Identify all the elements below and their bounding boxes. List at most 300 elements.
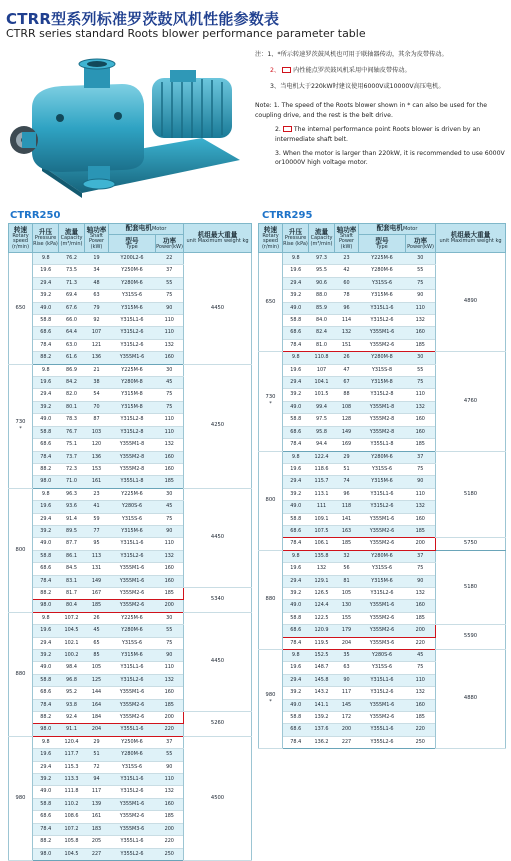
motor-power-cell: 45 — [156, 377, 184, 389]
pressure-cell: 58.8 — [33, 550, 59, 562]
capacity-cell: 91.4 — [59, 513, 85, 525]
shaft-power-cell: 108 — [335, 401, 359, 413]
capacity-cell: 95.2 — [59, 687, 85, 699]
motor-power-cell: 160 — [156, 463, 184, 475]
shaft-power-cell: 54 — [85, 389, 109, 401]
capacity-cell: 135.8 — [309, 550, 335, 562]
capacity-cell: 107 — [309, 364, 335, 376]
capacity-cell: 107.2 — [59, 612, 85, 624]
motor-model-cell: Y280M-8 — [109, 377, 156, 389]
weight-cell: 4450 — [184, 253, 252, 365]
red-box-icon — [282, 67, 291, 73]
motor-model-cell: Y315M-6 — [109, 650, 156, 662]
motor-power-cell: 160 — [406, 414, 436, 426]
shaft-power-cell: 161 — [85, 476, 109, 488]
note-text: *所示转速罗茨鼓风机也可用于联轴器传动，其余为皮带传动。 — [277, 51, 448, 58]
motor-model-cell: Y315L1-6 — [109, 774, 156, 786]
motor-power-cell: 200 — [406, 625, 436, 637]
shaft-power-cell: 72 — [85, 761, 109, 773]
motor-power-cell: 90 — [406, 575, 436, 587]
pressure-cell: 78.4 — [283, 637, 309, 649]
note-num: 1. — [273, 102, 280, 110]
pressure-cell: 68.6 — [283, 625, 309, 637]
header-cn: 机组最大重量 — [197, 231, 238, 240]
table-row — [259, 650, 506, 662]
shaft-power-cell: 145 — [335, 699, 359, 711]
weight-cell: 4250 — [184, 364, 252, 488]
motor-model-cell: Y315M-8 — [109, 401, 156, 413]
header-en: Type — [126, 243, 138, 250]
capacity-cell: 94.4 — [309, 439, 335, 451]
header-cn: 流量 — [64, 228, 79, 237]
motor-power-cell: 160 — [156, 687, 184, 699]
motor-model-cell: Y315M-6 — [109, 302, 156, 314]
motor-model-cell: Y355M1-6 — [109, 575, 156, 587]
shaft-power-cell: 79 — [85, 302, 109, 314]
capacity-cell: 80.4 — [59, 600, 85, 612]
header-row — [9, 224, 252, 235]
motor-power-cell: 110 — [156, 662, 184, 674]
motor-power-cell: 110 — [156, 538, 184, 550]
motor-power-cell: 185 — [406, 612, 436, 624]
header-en: Power(kW) — [156, 243, 183, 250]
shaft-power-cell: 227 — [335, 736, 359, 748]
motor-model-cell: Y315L2-6 — [109, 339, 156, 351]
capacity-cell: 115.7 — [309, 476, 335, 488]
motor-model-cell: Y355M1-8 — [359, 401, 406, 413]
roots-blower-image — [2, 48, 252, 198]
capacity-cell: 137.6 — [309, 724, 335, 736]
shaft-power-cell: 70 — [85, 401, 109, 413]
capacity-cell: 100.2 — [59, 650, 85, 662]
weight-cell: 4880 — [436, 650, 506, 749]
pressure-cell: 29.4 — [283, 575, 309, 587]
motor-power-cell: 30 — [156, 488, 184, 500]
pressure-cell: 88.2 — [33, 836, 59, 848]
pressure-cell: 29.4 — [283, 674, 309, 686]
motor-power-cell: 160 — [406, 513, 436, 525]
motor-power-cell: 55 — [156, 625, 184, 637]
shaft-power-cell: 59 — [85, 513, 109, 525]
motor-model-cell: Y355M2-8 — [359, 414, 406, 426]
header-pressure — [33, 224, 59, 253]
motor-power-cell: 185 — [156, 476, 184, 488]
capacity-cell: 143.2 — [309, 687, 335, 699]
weight-cell: 5750 — [436, 538, 506, 550]
header-cn: 转速 — [263, 225, 278, 234]
shaft-power-cell: 90 — [335, 674, 359, 686]
motor-model-cell: Y355M2-6 — [359, 625, 406, 637]
motor-model-cell: Y315L2-8 — [109, 426, 156, 438]
pressure-cell: 68.6 — [33, 327, 59, 339]
capacity-cell: 84.0 — [309, 315, 335, 327]
motor-model-cell: Y315M-6 — [109, 525, 156, 537]
red-box-icon — [283, 126, 292, 132]
shaft-power-cell: 121 — [85, 339, 109, 351]
motor-model-cell: Y315L2-6 — [109, 550, 156, 562]
capacity-cell: 87.7 — [59, 538, 85, 550]
speed-value: 730 — [265, 394, 276, 401]
motor-model-cell: Y280M-6 — [109, 277, 156, 289]
pressure-cell: 68.6 — [283, 426, 309, 438]
shaft-power-cell: 51 — [335, 463, 359, 475]
pressure-cell: 78.4 — [283, 538, 309, 550]
motor-power-cell: 160 — [156, 798, 184, 810]
motor-model-cell: Y315S-8 — [359, 364, 406, 376]
capacity-cell: 66.0 — [59, 315, 85, 327]
header-en: Capacity (m³/min) — [310, 235, 333, 247]
motor-model-cell: Y315L2-6 — [359, 687, 406, 699]
shaft-power-cell: 131 — [85, 563, 109, 575]
header-weight — [184, 224, 252, 253]
motor-model-cell: Y315L2-6 — [359, 587, 406, 599]
pressure-cell: 49.0 — [33, 302, 59, 314]
shaft-power-cell: 78 — [335, 290, 359, 302]
motor-model-cell: Y355M1-8 — [109, 439, 156, 451]
motor-model-cell: Y315L1-6 — [109, 662, 156, 674]
table-row — [9, 253, 252, 265]
pressure-cell: 68.6 — [33, 439, 59, 451]
motor-power-cell: 55 — [406, 265, 436, 277]
notes-en-lead: Note: — [255, 102, 272, 110]
motor-model-cell: Y355M1-6 — [359, 600, 406, 612]
motor-power-cell: 185 — [406, 439, 436, 451]
star-mark: * — [19, 426, 22, 433]
motor-model-cell: Y315S-6 — [359, 563, 406, 575]
speed-cell — [259, 550, 283, 649]
header-shaft-power — [85, 224, 109, 253]
capacity-cell: 120.4 — [59, 736, 85, 748]
motor-model-cell: Y355M2-8 — [109, 463, 156, 475]
table-ctrr250 — [8, 223, 252, 861]
star-mark: * — [269, 699, 272, 706]
header-cn: 转速 — [13, 225, 28, 234]
motor-model-cell: Y355L1-6 — [359, 724, 406, 736]
capacity-cell: 63.0 — [59, 339, 85, 351]
shaft-power-cell: 32 — [335, 550, 359, 562]
motor-model-cell: Y200L2-6 — [109, 253, 156, 265]
note-text: When the motor is larger than 220kW, it is recommended to use 6000V or10000V high voltage motor. — [275, 149, 505, 167]
capacity-cell: 82.4 — [309, 327, 335, 339]
motor-power-cell: 75 — [156, 290, 184, 302]
motor-power-cell: 45 — [156, 501, 184, 513]
motor-power-cell: 220 — [156, 836, 184, 848]
shaft-power-cell: 183 — [85, 823, 109, 835]
capacity-cell: 119.5 — [309, 637, 335, 649]
motor-model-cell: Y355M2-8 — [109, 451, 156, 463]
note-num: 2. — [275, 125, 281, 133]
motor-model-cell: Y315S-6 — [109, 637, 156, 649]
capacity-cell: 82.0 — [59, 389, 85, 401]
motor-power-cell: 90 — [406, 476, 436, 488]
weight-cell: 4450 — [184, 612, 252, 711]
pressure-cell: 49.0 — [283, 302, 309, 314]
header-speed — [9, 224, 33, 253]
motor-power-cell: 200 — [156, 600, 184, 612]
capacity-cell: 64.4 — [59, 327, 85, 339]
motor-model-cell: Y355L1-8 — [109, 476, 156, 488]
pressure-cell: 78.4 — [33, 339, 59, 351]
header-cn: 型号 — [375, 236, 389, 245]
note-num: 2、 — [270, 66, 281, 74]
note-en-3 — [255, 149, 507, 169]
capacity-cell: 89.5 — [59, 525, 85, 537]
motor-power-cell: 250 — [156, 848, 184, 860]
note-num: 3. — [275, 149, 281, 157]
section-title-ctrr295: CTRR295 — [262, 210, 313, 221]
pressure-cell: 19.6 — [283, 364, 309, 376]
pressure-cell: 29.4 — [33, 761, 59, 773]
motor-model-cell: Y315L1-6 — [109, 315, 156, 327]
shaft-power-cell: 163 — [335, 525, 359, 537]
note-cn-2 — [255, 66, 507, 76]
shaft-power-cell: 26 — [335, 352, 359, 364]
pressure-cell: 39.2 — [283, 488, 309, 500]
note-text: 内性能点罗茨鼓风机采用中间轴皮带传动。 — [293, 66, 411, 74]
motor-power-cell: 75 — [406, 463, 436, 475]
shaft-power-cell: 185 — [335, 538, 359, 550]
motor-model-cell: Y355M2-6 — [359, 612, 406, 624]
motor-model-cell: Y280M-8 — [359, 352, 406, 364]
pressure-cell: 19.6 — [33, 377, 59, 389]
capacity-cell: 104.5 — [59, 848, 85, 860]
motor-model-cell: Y355M1-6 — [359, 327, 406, 339]
motor-power-cell: 132 — [156, 550, 184, 562]
shaft-power-cell: 118 — [335, 501, 359, 513]
weight-cell: 4760 — [436, 352, 506, 451]
motor-model-cell: Y315M-8 — [109, 389, 156, 401]
header-en: Shaft Power (kW) — [338, 232, 355, 250]
pressure-cell: 78.4 — [283, 439, 309, 451]
shaft-power-cell: 45 — [85, 625, 109, 637]
shaft-power-cell: 56 — [335, 563, 359, 575]
note-text: The speed of the Roots blower shown in * can also be used for the coupling drive, and the rest is the belt drive. — [255, 102, 488, 120]
shaft-power-cell: 96 — [335, 302, 359, 314]
motor-power-cell: 110 — [406, 488, 436, 500]
motor-model-cell: Y315L2-6 — [359, 315, 406, 327]
capacity-cell: 117.7 — [59, 749, 85, 761]
motor-model-cell: Y315L2-6 — [109, 327, 156, 339]
shaft-power-cell: 141 — [335, 513, 359, 525]
table-row — [259, 253, 506, 265]
shaft-power-cell: 105 — [335, 587, 359, 599]
motor-power-cell: 75 — [156, 389, 184, 401]
header-cn: 轴功率 — [86, 225, 107, 234]
note-text: 当电机大于220kW时建议使用6000V或10000V高压电机。 — [280, 82, 445, 90]
pressure-cell: 39.2 — [283, 389, 309, 401]
capacity-cell: 122.4 — [309, 451, 335, 463]
motor-model-cell: Y250M-6 — [109, 736, 156, 748]
motor-power-cell: 220 — [156, 724, 184, 736]
shaft-power-cell: 38 — [85, 377, 109, 389]
motor-model-cell: Y355M2-6 — [359, 525, 406, 537]
pressure-cell: 9.8 — [33, 364, 59, 376]
capacity-cell: 76.2 — [59, 253, 85, 265]
pressure-cell: 9.8 — [33, 488, 59, 500]
capacity-cell: 141.1 — [309, 699, 335, 711]
shaft-power-cell: 130 — [335, 600, 359, 612]
shaft-power-cell: 105 — [85, 662, 109, 674]
motor-power-cell: 160 — [156, 451, 184, 463]
table-ctrr295 — [258, 223, 506, 749]
capacity-cell: 81.0 — [309, 339, 335, 351]
pressure-cell: 29.4 — [33, 637, 59, 649]
motor-power-cell: 110 — [156, 327, 184, 339]
shaft-power-cell: 81 — [335, 575, 359, 587]
pressure-cell: 9.8 — [283, 650, 309, 662]
motor-model-cell: Y280M-6 — [359, 451, 406, 463]
motor-power-cell: 132 — [406, 687, 436, 699]
shaft-power-cell: 136 — [85, 352, 109, 364]
pressure-cell: 19.6 — [33, 501, 59, 513]
motor-model-cell: Y355M3-6 — [359, 637, 406, 649]
pressure-cell: 78.4 — [283, 339, 309, 351]
shaft-power-cell: 67 — [335, 377, 359, 389]
weight-cell: 4890 — [436, 253, 506, 352]
capacity-cell: 132 — [309, 563, 335, 575]
capacity-cell: 81.7 — [59, 587, 85, 599]
pressure-cell: 49.0 — [33, 414, 59, 426]
capacity-cell: 106.1 — [309, 538, 335, 550]
speed-value: 650 — [15, 304, 26, 311]
shaft-power-cell: 92 — [85, 315, 109, 327]
shaft-power-cell: 74 — [335, 476, 359, 488]
notes-lead: 注： — [255, 51, 268, 58]
weight-cell: 4500 — [184, 736, 252, 860]
header-en: Pressure Rise (kPa) — [33, 235, 58, 247]
note-num: 1、 — [267, 51, 278, 58]
shaft-power-cell: 95 — [85, 538, 109, 550]
motor-power-cell: 75 — [406, 563, 436, 575]
shaft-power-cell: 139 — [85, 798, 109, 810]
motor-model-cell: Y315L1-6 — [109, 538, 156, 550]
motor-power-cell: 75 — [406, 277, 436, 289]
motor-power-cell: 110 — [156, 315, 184, 327]
shaft-power-cell: 88 — [335, 389, 359, 401]
capacity-cell: 145.8 — [309, 674, 335, 686]
motor-model-cell: Y315S-6 — [359, 463, 406, 475]
header-shaft-power — [335, 224, 359, 253]
header-motor — [109, 224, 184, 235]
capacity-cell: 93.6 — [59, 501, 85, 513]
motor-model-cell: Y315S-6 — [359, 662, 406, 674]
note-num: 3、 — [270, 82, 281, 90]
header-en: Motor — [402, 225, 418, 232]
capacity-cell: 98.4 — [59, 662, 85, 674]
shaft-power-cell: 113 — [85, 550, 109, 562]
pressure-cell: 29.4 — [283, 277, 309, 289]
page-title: CTRR型系列标准罗茨鼓风机性能参数表 — [6, 10, 280, 28]
shaft-power-cell: 41 — [85, 501, 109, 513]
capacity-cell: 88.0 — [309, 290, 335, 302]
motor-power-cell: 90 — [156, 761, 184, 773]
motor-power-cell: 75 — [156, 637, 184, 649]
motor-power-cell: 30 — [406, 352, 436, 364]
motor-power-cell: 55 — [406, 364, 436, 376]
motor-power-cell: 75 — [156, 513, 184, 525]
header-en: Pressure Rise (kPa) — [283, 235, 308, 247]
pressure-cell: 9.8 — [283, 550, 309, 562]
shaft-power-cell: 77 — [85, 525, 109, 537]
header-cn: 配套电机 — [376, 223, 403, 232]
motor-model-cell: Y280S-6 — [109, 501, 156, 513]
motor-power-cell: 37 — [156, 736, 184, 748]
capacity-cell: 93.8 — [59, 699, 85, 711]
capacity-cell: 108.6 — [59, 811, 85, 823]
motor-power-cell: 90 — [156, 650, 184, 662]
capacity-cell: 84.5 — [59, 563, 85, 575]
pressure-cell: 29.4 — [33, 277, 59, 289]
shaft-power-cell: 136 — [85, 451, 109, 463]
motor-model-cell: Y280M-6 — [359, 265, 406, 277]
pressure-cell: 88.2 — [33, 587, 59, 599]
shaft-power-cell: 169 — [335, 439, 359, 451]
pressure-cell: 19.6 — [283, 662, 309, 674]
shaft-power-cell: 19 — [85, 253, 109, 265]
motor-power-cell: 110 — [406, 389, 436, 401]
motor-power-cell: 185 — [156, 699, 184, 711]
capacity-cell: 69.4 — [59, 290, 85, 302]
shaft-power-cell: 117 — [85, 786, 109, 798]
capacity-cell: 99.4 — [309, 401, 335, 413]
motor-model-cell: Y355M1-6 — [109, 687, 156, 699]
motor-power-cell: 90 — [156, 525, 184, 537]
shaft-power-cell: 125 — [85, 674, 109, 686]
pressure-cell: 19.6 — [283, 463, 309, 475]
pressure-cell: 88.2 — [33, 712, 59, 724]
pressure-cell: 9.8 — [33, 253, 59, 265]
header-capacity — [59, 224, 85, 253]
shaft-power-cell: 144 — [85, 687, 109, 699]
pressure-cell: 19.6 — [33, 265, 59, 277]
motor-model-cell: Y315L2-6 — [359, 501, 406, 513]
pressure-cell: 29.4 — [283, 476, 309, 488]
speed-value: 880 — [265, 596, 276, 603]
pressure-cell: 58.8 — [283, 513, 309, 525]
table-row — [9, 587, 252, 599]
motor-power-cell: 22 — [156, 253, 184, 265]
speed-cell — [9, 253, 33, 365]
speed-value: 980 — [15, 794, 26, 801]
motor-model-cell: Y225M-6 — [109, 612, 156, 624]
motor-power-cell: 90 — [156, 302, 184, 314]
shaft-power-cell: 153 — [85, 463, 109, 475]
capacity-cell: 104.1 — [309, 377, 335, 389]
pressure-cell: 68.6 — [283, 525, 309, 537]
motor-model-cell: Y315M-6 — [359, 476, 406, 488]
shaft-power-cell: 120 — [85, 439, 109, 451]
motor-power-cell: 30 — [406, 253, 436, 265]
motor-power-cell: 132 — [156, 674, 184, 686]
capacity-cell: 120.9 — [309, 625, 335, 637]
capacity-cell: 61.6 — [59, 352, 85, 364]
motor-power-cell: 185 — [156, 811, 184, 823]
capacity-cell: 97.5 — [309, 414, 335, 426]
motor-model-cell: Y315M-6 — [359, 575, 406, 587]
motor-power-cell: 37 — [406, 451, 436, 463]
capacity-cell: 136.2 — [309, 736, 335, 748]
capacity-cell: 95.8 — [309, 426, 335, 438]
motor-power-cell: 55 — [156, 277, 184, 289]
motor-power-cell: 37 — [156, 265, 184, 277]
header-cn: 升压 — [38, 228, 53, 237]
motor-model-cell: Y315L1-6 — [359, 302, 406, 314]
capacity-cell: 104.5 — [59, 625, 85, 637]
shaft-power-cell: 117 — [335, 687, 359, 699]
capacity-cell: 71.3 — [59, 277, 85, 289]
motor-model-cell: Y355M1-6 — [109, 563, 156, 575]
table-row — [9, 736, 252, 748]
